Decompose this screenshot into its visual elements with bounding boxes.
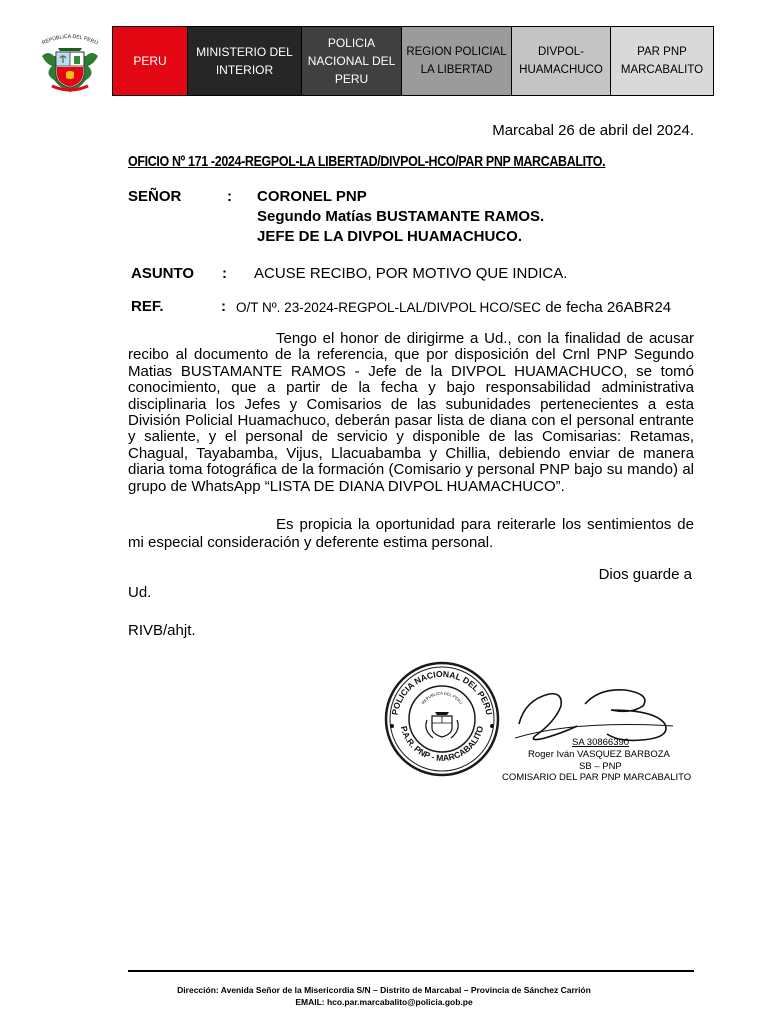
reference-text [236,299,671,316]
subject-colon: : [222,265,227,282]
header-cell-divpol: DIVPOL-HUAMACHUCO [512,27,611,95]
seal-bottom-text: P.A.R. PNP - MARCABALITO [398,724,486,764]
header-cell-policia: POLICIA NACIONAL DEL PERU [302,27,402,95]
signer-title: COMISARIO DEL PAR PNP MARCABALITO [502,772,692,783]
recipient-rank: CORONEL PNP [257,188,367,205]
reference-label: REF. [131,298,164,315]
subject-text: ACUSE RECIBO, POR MOTIVO QUE INDICA. [254,265,568,282]
crest-caption: REPÚBLICA DEL PERÚ [41,34,99,47]
seal-top-text: POLICIA NACIONAL DEL PERU [389,668,495,716]
svg-text:REPUBLICA DEL PERU [420,691,463,706]
body-paragraph-1: Tengo el honor de dirigirme a Ud., con la finalidad de acusar recibo al documento de la referencia, que por disposición del Crnl PNP Segundo Matias BUSTAMANTE RAMOS - Jefe de la DIVPOL HUAMACHUCO, se tomó conocimiento, que a partir de la fecha y bajo responsabilidad administrativa disciplinaria los Jefes y Comisarios de las subunidades pertenecientes a esta División Policial Huamachuco, deberán pasar lista de diana con el personal entrante y saliente, y el personal de servicio y disponible de las Comisarias: Retamas, Chagual, Tayabamba, Vijus, Llacuabamba y Chillia, debiendo enviar de manera diaria toma fotográfica de la formación (Comisario y personal PNP bajo su mando) al grupo de WhatsApp “LISTA DE DIANA DIVPOL HUAMACHUCO”. [128,330,694,495]
recipient-position: JEFE DE LA DIVPOL HUAMACHUCO. [257,228,523,245]
recipient-name: Segundo Matías BUSTAMANTE RAMOS. [257,208,545,225]
peru-coat-of-arms-icon [34,34,106,94]
police-seal-stamp [383,660,501,778]
signer-id: SA 30866390 [572,737,630,748]
header-cell-peru: PERU [113,27,188,95]
date-line: Marcabal 26 de abril del 2024. [492,122,694,139]
reference-colon: : [221,298,226,315]
closing-line: Dios guarde a [598,566,692,583]
reference-text-date: de fecha 26ABR24 [541,299,672,316]
closing-ud: Ud. [128,584,152,601]
reference-text-main: O/T Nº. 23-2024-REGPOL-LAL/DIVPOL HCO/SEC [236,300,542,315]
footer-address: Dirección: Avenida Señor de la Misericordia S/N – Distrito de Marcabal – Provincia de Sánchez Carrión [177,985,591,995]
document-reference-title: OFICIO Nº 171 -2024-REGPOL-LA LIBERTAD/DIVPOL-HCO/PAR PNP MARCABALITO. [128,153,606,170]
signer-name: Roger Iván VASQUEZ BARBOZA [528,749,670,760]
recipient-label: SEÑOR [128,188,182,205]
recipient-colon: : [227,188,232,205]
subject-label: ASUNTO [131,265,195,282]
institution-header-bar [112,26,714,96]
header-cell-par: PAR PNP MARCABALITO [611,27,713,95]
footer-divider [128,970,694,972]
body-paragraph-2: Es propicia la oportunidad para reiterarle los sentimientos de mi especial consideración y deferente estima personal. [128,516,694,551]
footer-email: EMAIL: hco.par.marcabalito@policia.gob.pe [295,997,473,1007]
svg-text:REPÚBLICA DEL PERÚ [41,34,99,46]
typist-initials: RIVB/ahjt. [128,622,196,639]
signer-grade: SB – PNP [579,761,622,772]
header-cell-region: REGION POLICIAL LA LIBERTAD [402,27,512,95]
seal-inner-text: REPUBLICA DEL PERU [420,690,464,706]
header-cell-ministerio: MINISTERIO DEL INTERIOR [188,27,302,95]
